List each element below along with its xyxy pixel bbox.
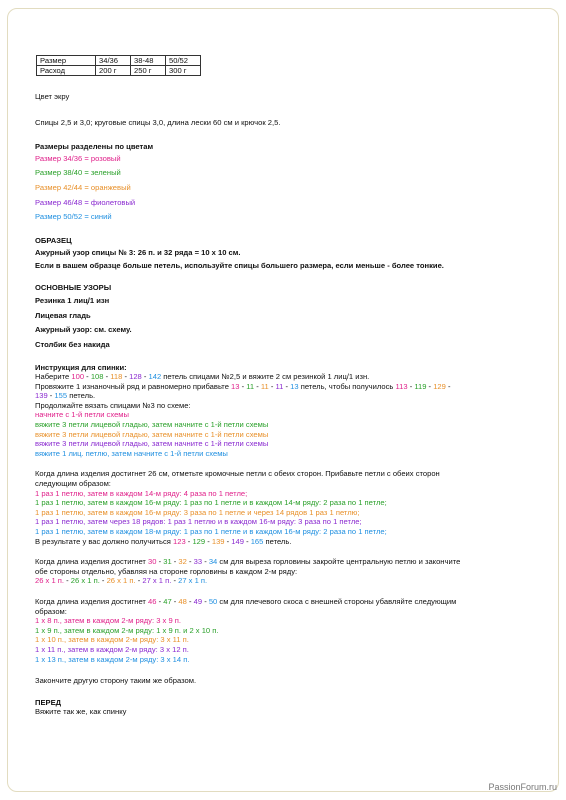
sample-heading: ОБРАЗЕЦ bbox=[35, 235, 72, 245]
size-value: 34 bbox=[208, 557, 218, 567]
continue-line: Продолжайте вязать спицами №3 по схеме: bbox=[35, 400, 191, 410]
neck-line: Когда длина изделия достигнет 30 - 31 - 32 - 33 - 34 см для выреза горловины закройте центральную петлю и закончите bbox=[35, 557, 461, 567]
list-item: вяжите 3 петли лицевой гладью, затем начните с 1-й петли схемы bbox=[35, 420, 269, 430]
table-cell: 34/36 bbox=[96, 56, 131, 66]
table-cell: Размер bbox=[37, 56, 96, 66]
size-value: 33 bbox=[193, 557, 203, 567]
text: см для выреза горловины закройте центральную петлю и закончите bbox=[217, 557, 461, 567]
size-value: 119 bbox=[414, 381, 427, 391]
size-value: 49 bbox=[193, 596, 203, 606]
finish-line: Закончите другую сторону таким же образом. bbox=[35, 676, 197, 686]
size-value: 47 bbox=[163, 596, 172, 606]
document-body bbox=[35, 55, 535, 717]
sample-note: Если в вашем образце больше петель, используйте спицы большего размера, если меньше - более тонкие. bbox=[35, 260, 444, 270]
size-value: 32 bbox=[178, 557, 187, 567]
size-value: 26 х 1 п. bbox=[70, 576, 100, 586]
list-item: 1 раз 1 петлю, затем в каждом 18-м ряду: 1 раз по 1 петле и в каждом 16-м ряду: 2 раза по 1 петле; bbox=[35, 527, 387, 536]
table-cell: 38-48 bbox=[131, 56, 166, 66]
text: Когда длина изделия достигнет bbox=[35, 557, 149, 567]
size-value: 11 bbox=[260, 381, 269, 391]
pattern-item: Ажурный узор: см. схему. bbox=[35, 325, 132, 335]
size-value: 108 bbox=[90, 372, 104, 382]
text: петель. bbox=[263, 536, 292, 546]
size-value: 50 bbox=[208, 596, 218, 606]
text: петель спицами №2,5 и вяжите 2 см резинкой 1 лиц/1 изн. bbox=[161, 372, 370, 382]
increase-line-cont: 139 - 155 петель. bbox=[35, 391, 96, 401]
neck-decreases: 26 х 1 п. - 26 х 1 п. - 26 х 1 п. - 27 х 1 п. - 27 х 1 п. bbox=[35, 576, 208, 586]
list-item: 1 раз 1 петлю, затем в каждом 16-м ряду: 1 раз по 1 петле и в каждом 14-м ряду: 2 раза по 1 петле; bbox=[35, 498, 387, 508]
front-heading: ПЕРЕД bbox=[35, 697, 62, 707]
size-value: 139 bbox=[35, 391, 48, 401]
cast-on-line: Наберите 100 - 108 - 118 - 128 - 142 петель спицами №2,5 и вяжите 2 см резинкой 1 лиц/1 изн. bbox=[35, 372, 370, 382]
size-value: 27 х 1 п. bbox=[142, 576, 172, 586]
pattern-item: Лицевая гладь bbox=[35, 310, 91, 320]
size-value: 46 bbox=[148, 596, 157, 606]
text: Провяжите 1 изнаночный ряд и равномерно прибавьте bbox=[35, 381, 232, 391]
size-value: 11 bbox=[275, 381, 284, 391]
armhole-intro-cont: следующим образом: bbox=[35, 479, 111, 489]
list-item: Размер 34/36 = розовый bbox=[35, 153, 121, 163]
size-value: 26 х 1 п. bbox=[35, 576, 65, 586]
size-color-list bbox=[35, 154, 535, 222]
list-item: 1 х 10 п., затем в каждом 2-м ряду: 3 х 11 п. bbox=[35, 635, 189, 645]
size-value: 129 bbox=[192, 536, 206, 546]
text: петель. bbox=[67, 391, 96, 401]
size-value: 27 х 1 п. bbox=[178, 576, 208, 586]
size-value: 149 bbox=[231, 536, 244, 546]
list-item: 1 раз 1 петлю, затем через 18 рядов: 1 раз 1 петлю и в каждом 16-м ряду: 3 раза по 1 петле; bbox=[35, 517, 362, 527]
pattern-item: Резинка 1 лиц/1 изн bbox=[35, 296, 110, 306]
armhole-intro: Когда длина изделия достигнет 26 см, отметьте кромочные петли с обеих сторон. Прибавьте петли с обеих сторон bbox=[35, 469, 440, 479]
list-item: Размер 38/40 = зеленый bbox=[35, 168, 121, 178]
list-item: начните с 1-й петли схемы bbox=[35, 410, 129, 420]
text: Наберите bbox=[35, 372, 72, 382]
table-cell: 50/52 bbox=[166, 56, 201, 66]
patterns-heading: ОСНОВНЫЕ УЗОРЫ bbox=[35, 282, 112, 292]
yarn-color: Цвет экру bbox=[35, 92, 70, 101]
size-value: 31 bbox=[163, 557, 172, 567]
size-value: 13 bbox=[290, 381, 299, 391]
size-value: 113 bbox=[395, 381, 408, 391]
size-value: 100 bbox=[71, 372, 85, 382]
size-value: 155 bbox=[54, 391, 68, 401]
list-item: Размер 46/48 = фиолетовый bbox=[35, 197, 136, 207]
list-item: 1 раз 1 петлю, затем в каждом 16-м ряду: 3 раза по 1 петле и через 14 рядов 1 раз 1 петлю; bbox=[35, 507, 360, 517]
front-line: Вяжите так же, как спинку bbox=[35, 707, 127, 717]
list-item: 1 х 8 п., затем в каждом 2-м ряду: 3 х 9 п. bbox=[35, 616, 181, 626]
needles-line: Спицы 2,5 и 3,0; круговые спицы 3,0, длина лески 60 см и крючок 2,5. bbox=[35, 117, 281, 127]
size-table bbox=[36, 55, 201, 76]
list-item: Размер 42/44 = оранжевый bbox=[35, 182, 131, 192]
list-item: Размер 50/52 = синий bbox=[35, 212, 112, 222]
text: В результате у вас должно получиться bbox=[35, 536, 174, 546]
list-item: 1 х 11 п., затем в каждом 2-м ряду: 3 х 12 п. bbox=[35, 644, 189, 654]
size-value: 30 bbox=[148, 557, 157, 567]
table-cell: 200 г bbox=[96, 66, 131, 76]
size-value: 118 bbox=[110, 372, 123, 382]
increase-list bbox=[35, 489, 535, 537]
list-item: 1 раз 1 петлю, затем в каждом 14-м ряду: 4 раза по 1 петле; bbox=[35, 488, 248, 498]
shoulder-line-cont: образом: bbox=[35, 606, 67, 616]
size-value: 123 bbox=[173, 536, 186, 546]
size-value: 11 bbox=[246, 381, 255, 391]
list-item: вяжите 3 петли лицевой гладью, затем начните с 1-й петли схемы bbox=[35, 429, 269, 439]
shoulder-line: Когда длина изделия достигнет 46 - 47 - 48 - 49 - 50 см для плечевого скоса с внешней стороны убавляйте следующим bbox=[35, 596, 457, 606]
size-value: 13 bbox=[231, 381, 240, 391]
text: см для плечевого скоса с внешней стороны убавляйте следующим bbox=[217, 596, 457, 606]
size-value: 165 bbox=[250, 536, 264, 546]
result-line: В результате у вас должно получиться 123 - 129 - 139 - 149 - 165 петель. bbox=[35, 536, 292, 546]
text: Когда длина изделия достигнет bbox=[35, 596, 149, 606]
list-item: вяжите 1 лиц. петлю, затем начните с 1-й петли схемы bbox=[35, 448, 228, 458]
text: петель, чтобы получилось bbox=[298, 381, 396, 391]
sample-gauge: Ажурный узор спицы № 3: 26 п. и 32 ряда = 10 х 10 см. bbox=[35, 248, 241, 258]
shoulder-list bbox=[35, 616, 535, 664]
back-heading: Инструкция для спинки: bbox=[35, 362, 127, 372]
size-value: 48 bbox=[178, 596, 187, 606]
watermark: PassionForum.ru bbox=[488, 782, 557, 792]
size-value: 26 х 1 п. bbox=[106, 576, 136, 586]
list-item: вяжите 3 петли лицевой гладью, затем начните с 1-й петли схемы bbox=[35, 439, 269, 449]
pattern-item: Столбик без накида bbox=[35, 339, 110, 349]
list-item: 1 х 9 п., затем в каждом 2-м ряду: 1 х 9 п. и 2 х 10 п. bbox=[35, 625, 219, 635]
table-row bbox=[37, 56, 201, 66]
neck-line-cont: обе стороны отдельно, убавляя на стороне горловины в каждом 2-м ряду: bbox=[35, 566, 298, 576]
chart-start-list bbox=[35, 410, 535, 458]
size-value: 129 bbox=[433, 381, 446, 391]
table-cell: 250 г bbox=[131, 66, 166, 76]
increase-line: Провяжите 1 изнаночный ряд и равномерно прибавьте 13 - 11 - 11 - 11 - 13 петель, чтобы получилось 113 - 119 - 129 - bbox=[35, 381, 451, 391]
size-value: 142 bbox=[148, 372, 162, 382]
size-value: 139 bbox=[211, 536, 225, 546]
size-value: 128 bbox=[129, 372, 142, 382]
sizes-heading: Размеры разделены по цветам bbox=[35, 142, 154, 152]
list-item: 1 х 13 п., затем в каждом 2-м ряду: 3 х 14 п. bbox=[35, 654, 190, 664]
table-cell: Расход bbox=[37, 66, 96, 76]
table-row bbox=[37, 66, 201, 76]
table-cell: 300 г bbox=[166, 66, 201, 76]
